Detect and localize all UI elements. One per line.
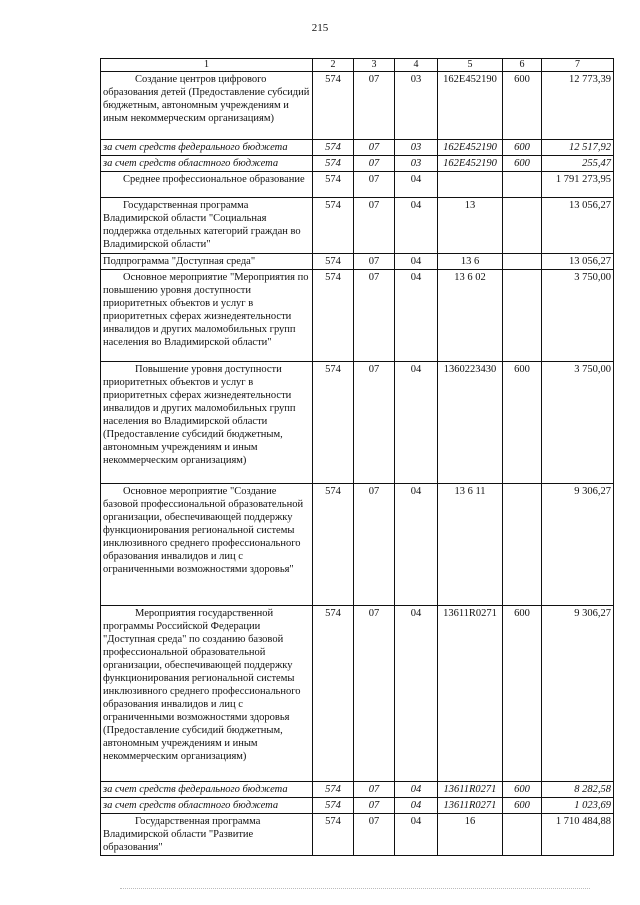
cell-target-article: 13611R0271 <box>438 606 503 782</box>
cell-amount: 8 282,58 <box>542 782 614 798</box>
cell-subsection: 04 <box>395 814 438 856</box>
cell-subsection: 04 <box>395 484 438 606</box>
row-name: за счет средств областного бюджета <box>101 156 313 172</box>
cell-admin-code: 574 <box>313 72 354 140</box>
cell-expense-type: 600 <box>503 362 542 484</box>
row-name: Создание центров цифрового образования детей (Предоставление субсидий бюджетным, автономным учреждениям и иным некоммерческим организациям) <box>101 72 313 140</box>
cell-target-article: 13 6 02 <box>438 270 503 362</box>
header-cell: 5 <box>438 59 503 72</box>
cell-amount: 12 773,39 <box>542 72 614 140</box>
budget-table <box>100 58 614 856</box>
cell-expense-type: 600 <box>503 782 542 798</box>
table-row <box>101 140 614 156</box>
cell-amount: 3 750,00 <box>542 362 614 484</box>
cell-subsection: 04 <box>395 254 438 270</box>
cell-admin-code: 574 <box>313 782 354 798</box>
cell-amount: 1 791 273,95 <box>542 172 614 198</box>
row-name: Среднее профессиональное образование <box>101 172 313 198</box>
table-row <box>101 156 614 172</box>
table-row <box>101 782 614 798</box>
cell-admin-code: 574 <box>313 198 354 254</box>
table-row <box>101 798 614 814</box>
table-row <box>101 606 614 782</box>
row-name: за счет средств федерального бюджета <box>101 782 313 798</box>
cell-expense-type: 600 <box>503 156 542 172</box>
cell-subsection: 04 <box>395 782 438 798</box>
cell-admin-code: 574 <box>313 156 354 172</box>
cell-amount: 13 056,27 <box>542 254 614 270</box>
cell-amount: 255,47 <box>542 156 614 172</box>
cell-amount: 9 306,27 <box>542 484 614 606</box>
table-row <box>101 198 614 254</box>
cell-section: 07 <box>354 254 395 270</box>
cell-expense-type <box>503 198 542 254</box>
cell-section: 07 <box>354 362 395 484</box>
table-row <box>101 362 614 484</box>
cell-expense-type <box>503 484 542 606</box>
row-name: Государственная программа Владимирской области "Развитие образования" <box>101 814 313 856</box>
cell-subsection: 04 <box>395 172 438 198</box>
table-row <box>101 72 614 140</box>
cell-expense-type: 600 <box>503 606 542 782</box>
cell-target-article: 13 <box>438 198 503 254</box>
cell-admin-code: 574 <box>313 798 354 814</box>
cell-expense-type: 600 <box>503 140 542 156</box>
cell-target-article <box>438 172 503 198</box>
table-row <box>101 270 614 362</box>
cell-expense-type <box>503 172 542 198</box>
cell-admin-code: 574 <box>313 254 354 270</box>
cell-amount: 1 023,69 <box>542 798 614 814</box>
cell-amount: 3 750,00 <box>542 270 614 362</box>
header-cell: 7 <box>542 59 614 72</box>
row-name: Повышение уровня доступности приоритетных объектов и услуг в приоритетных сферах жизнедеятельности инвалидов и других маломобильных групп населения во Владимирской области (Предоставление субсидий бюджетным, автономным учреждениям и иным некоммерческим организациям) <box>101 362 313 484</box>
cell-subsection: 04 <box>395 198 438 254</box>
cell-subsection: 04 <box>395 362 438 484</box>
cell-admin-code: 574 <box>313 814 354 856</box>
header-cell: 4 <box>395 59 438 72</box>
row-name: Государственная программа Владимирской области "Социальная поддержка отдельных категорий граждан во Владимирской области" <box>101 198 313 254</box>
cell-expense-type <box>503 814 542 856</box>
cell-subsection: 04 <box>395 606 438 782</box>
cell-expense-type <box>503 254 542 270</box>
cell-section: 07 <box>354 798 395 814</box>
header-cell: 2 <box>313 59 354 72</box>
cell-section: 07 <box>354 782 395 798</box>
row-name: Основное мероприятие "Создание базовой профессиональной образовательной организации, обеспечивающей поддержку функционирования региональной системы инклюзивного среднего профессионального образования инвалидов и лиц с ограниченными возможностями здоровья" <box>101 484 313 606</box>
page-bottom-divider <box>120 888 590 889</box>
cell-target-article: 13611R0271 <box>438 782 503 798</box>
header-cell: 6 <box>503 59 542 72</box>
cell-section: 07 <box>354 156 395 172</box>
cell-subsection: 04 <box>395 270 438 362</box>
cell-subsection: 04 <box>395 798 438 814</box>
cell-section: 07 <box>354 198 395 254</box>
cell-expense-type: 600 <box>503 798 542 814</box>
page-number: 215 <box>311 22 329 34</box>
cell-target-article: 13 6 <box>438 254 503 270</box>
header-cell: 1 <box>101 59 313 72</box>
cell-amount: 9 306,27 <box>542 606 614 782</box>
row-name: Мероприятия государственной программы Российской Федерации "Доступная среда" по созданию базовой профессиональной образовательной организации, обеспечивающей поддержку функционирования региональной системы инклюзивного среднего профессионального образования инвалидов и лиц с ограниченными возможностями здоровья (Предоставление субсидий бюджетным, автономным учреждениям и иным некоммерческим организациям) <box>101 606 313 782</box>
cell-expense-type <box>503 270 542 362</box>
cell-target-article: 162E452190 <box>438 156 503 172</box>
cell-admin-code: 574 <box>313 270 354 362</box>
header-cell: 3 <box>354 59 395 72</box>
cell-amount: 13 056,27 <box>542 198 614 254</box>
cell-section: 07 <box>354 72 395 140</box>
cell-admin-code: 574 <box>313 140 354 156</box>
row-name: за счет средств федерального бюджета <box>101 140 313 156</box>
header-row <box>101 59 614 72</box>
cell-target-article: 13 6 11 <box>438 484 503 606</box>
cell-expense-type: 600 <box>503 72 542 140</box>
cell-amount: 1 710 484,88 <box>542 814 614 856</box>
cell-subsection: 03 <box>395 156 438 172</box>
cell-amount: 12 517,92 <box>542 140 614 156</box>
cell-subsection: 03 <box>395 72 438 140</box>
cell-subsection: 03 <box>395 140 438 156</box>
cell-admin-code: 574 <box>313 172 354 198</box>
cell-section: 07 <box>354 814 395 856</box>
table-row <box>101 254 614 270</box>
row-name: за счет средств областного бюджета <box>101 798 313 814</box>
cell-section: 07 <box>354 606 395 782</box>
cell-target-article: 16 <box>438 814 503 856</box>
cell-section: 07 <box>354 270 395 362</box>
cell-section: 07 <box>354 172 395 198</box>
cell-target-article: 162E452190 <box>438 72 503 140</box>
cell-target-article: 1360223430 <box>438 362 503 484</box>
row-name: Подпрограмма "Доступная среда" <box>101 254 313 270</box>
cell-section: 07 <box>354 484 395 606</box>
cell-admin-code: 574 <box>313 362 354 484</box>
table-row <box>101 484 614 606</box>
row-name: Основное мероприятие "Мероприятия по повышению уровня доступности приоритетных объектов и услуг в приоритетных сферах жизнедеятельности инвалидов и других маломобильных групп населения во Владимирской области" <box>101 270 313 362</box>
table-row <box>101 172 614 198</box>
cell-admin-code: 574 <box>313 606 354 782</box>
cell-section: 07 <box>354 140 395 156</box>
cell-target-article: 13611R0271 <box>438 798 503 814</box>
cell-admin-code: 574 <box>313 484 354 606</box>
cell-target-article: 162E452190 <box>438 140 503 156</box>
table-row <box>101 814 614 856</box>
